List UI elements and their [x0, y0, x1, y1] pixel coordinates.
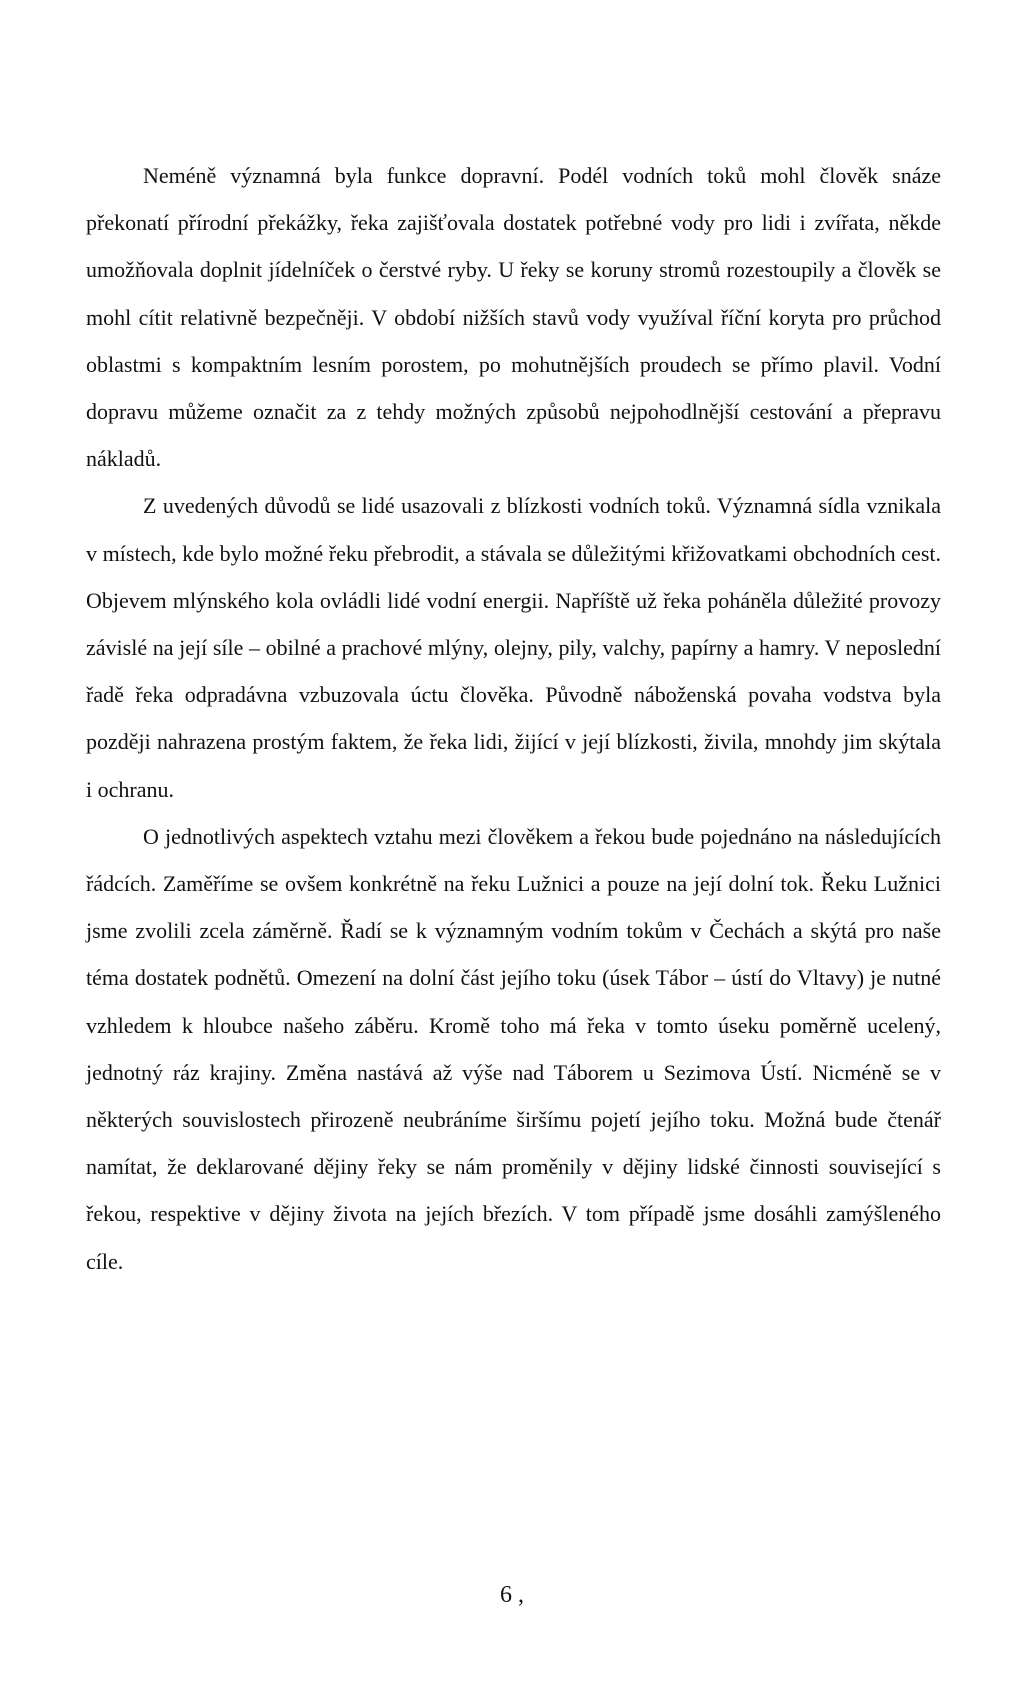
paragraph-1: Neméně významná byla funkce dopravní. Podél vodních toků mohl člověk snáze překonatí přírodní překážky, řeka zajišťovala dostatek potřebné vody pro lidi i zvířata, někde umožňovala doplnit jídelníček o čerstvé ryby. U řeky se koruny stromů rozestoupily a člověk se mohl cítit relativně bezpečněji. V období nižších stavů vody využíval říční koryta pro průchod oblastmi s kompaktním lesním porostem, po mohutnějších proudech se přímo plavil. Vodní dopravu můžeme označit za z tehdy možných způsobů nejpohodlnější cestování a přepravu nákladů. [86, 163, 941, 472]
body-text [86, 152, 941, 1285]
paragraph-3: O jednotlivých aspektech vztahu mezi člověkem a řekou bude pojednáno na následujících řádcích. Zaměříme se ovšem konkrétně na řeku Lužnici a pouze na její dolní tok. Řeku Lužnici jsme zvolili zcela záměrně. Řadí se k významným vodním tokům v Čechách a skýtá pro naše téma dostatek podnětů. Omezení na dolní část jejího toku (úsek Tábor – ústí do Vltavy) je nutné vzhledem k hloubce našeho záběru. Kromě toho má řeka v tomto úseku poměrně ucelený, jednotný ráz krajiny. Změna nastává až výše nad Táborem u Sezimova Ústí. Nicméně se v některých souvislostech přirozeně neubráníme širšímu pojetí jejího toku. Možná bude čtenář namítat, že deklarované dějiny řeky se nám proměnily v dějiny lidské činnosti související s řekou, respektive v dějiny života na jejích březích. V tom případě jsme dosáhli zamýšleného cíle. [86, 823, 941, 1274]
page-number: 6 , [500, 1582, 524, 1608]
paragraph-2: Z uvedených důvodů se lidé usazovali z blízkosti vodních toků. Významná sídla vznikala v místech, kde bylo možné řeku přebrodit, a stávala se důležitými křižovatkami obchodních cest. Objevem mlýnského kola ovládli lidé vodní energii. Napříště už řeka poháněla důležité provozy závislé na její síle – obilné a prachové mlýny, olejny, pily, valchy, papírny a hamry. V neposlední řadě řeka odpradávna vzbuzovala úctu člověka. Původně náboženská povaha vodstva byla později nahrazena prostým faktem, že řeka lidi, žijící v její blízkosti, živila, mnohdy jim skýtala i ochranu. [86, 493, 941, 802]
